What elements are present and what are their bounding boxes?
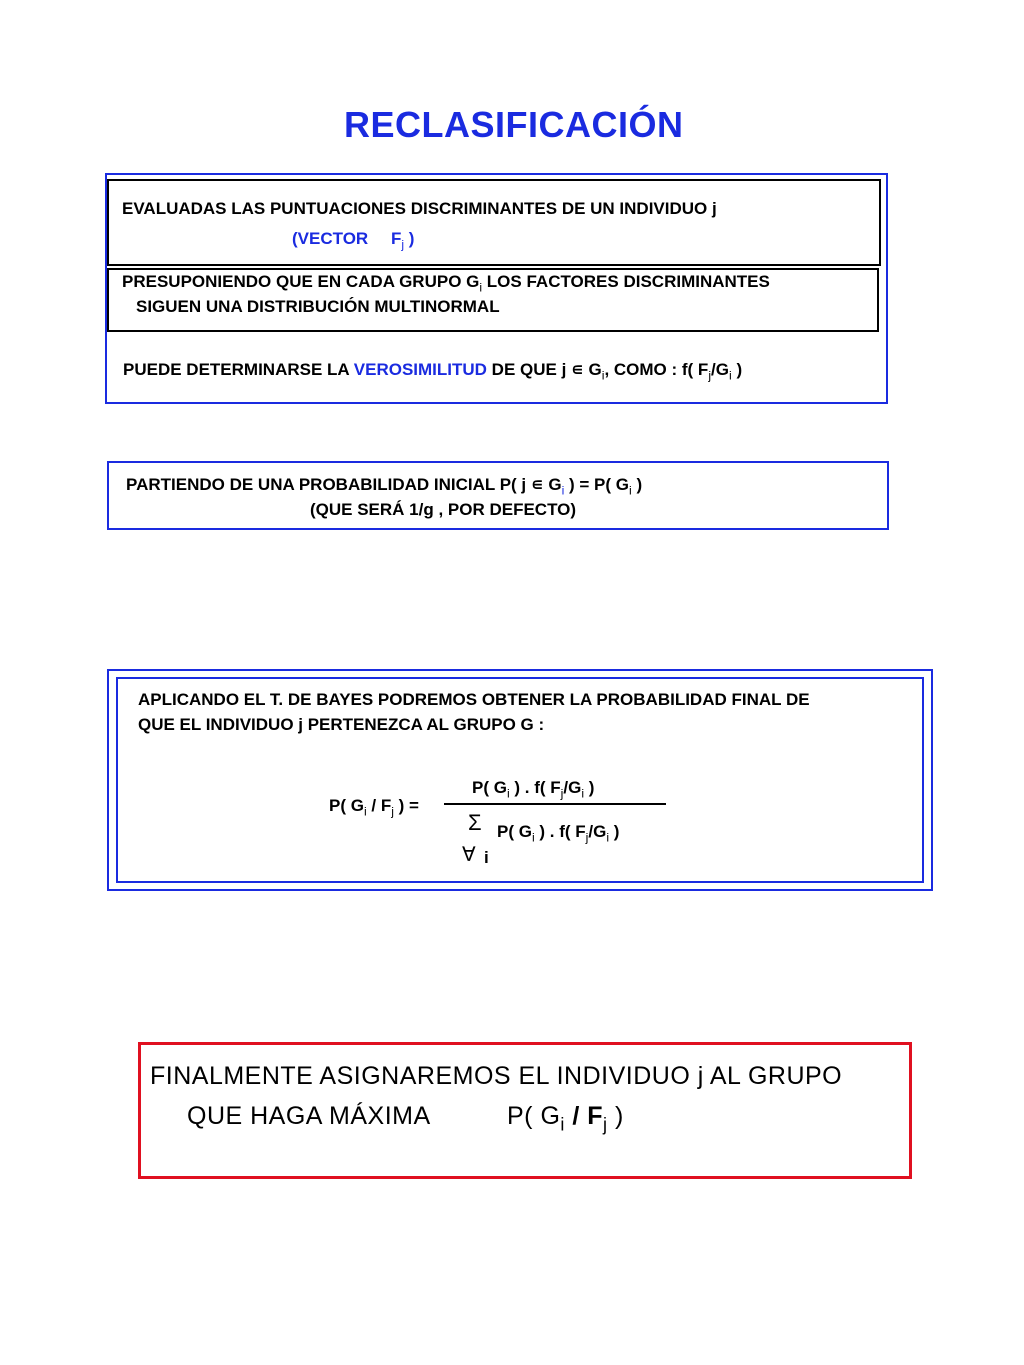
den-d: ) xyxy=(609,822,620,841)
expr-sub-1: i xyxy=(560,1114,565,1135)
prior-text-a: PARTIENDO DE UNA PROBABILIDAD INICIAL P( j ∊ G xyxy=(126,475,562,494)
prior-line-2: (QUE SERÁ 1/g , POR DEFECTO) xyxy=(310,500,577,519)
forall-index: i xyxy=(484,848,489,867)
likelihood-text-a: PUEDE DETERMINARSE LA xyxy=(123,360,354,379)
vector-line xyxy=(292,229,414,251)
lhs-a: P( G xyxy=(329,796,364,815)
assumption-sub: i xyxy=(479,280,483,295)
likelihood-text-b: DE QUE j ∊ G xyxy=(486,360,602,379)
bayes-numerator xyxy=(472,778,594,800)
evaluation-inner-box xyxy=(107,179,881,266)
expr-a: P( G xyxy=(507,1102,561,1130)
conclusion-line-2: QUE HAGA MÁXIMA xyxy=(187,1102,431,1130)
assumption-line-2: SIGUEN UNA DISTRIBUCIÓN MULTINORMAL xyxy=(136,297,500,316)
conclusion-line-1: FINALMENTE ASIGNAREMOS EL INDIVIDUO j AL GRUPO xyxy=(150,1062,843,1090)
likelihood-sub-1: i xyxy=(601,368,605,383)
likelihood-sub-2: j xyxy=(708,368,712,383)
lhs-c: ) = xyxy=(393,796,419,815)
num-sub-2: j xyxy=(560,786,564,801)
num-sub-1: i xyxy=(506,786,510,801)
likelihood-text-c: , COMO : f( F xyxy=(604,360,709,379)
bayes-lhs xyxy=(329,796,419,818)
num-c: /G xyxy=(563,778,582,797)
fraction-bar xyxy=(444,803,666,805)
lhs-sub-1: i xyxy=(363,804,367,819)
page-title: RECLASIFICACIÓN xyxy=(344,104,684,145)
expr-c: ) xyxy=(607,1102,624,1130)
num-sub-3: i xyxy=(581,786,585,801)
forall-symbol: ∀ xyxy=(462,844,476,866)
lhs-b: / F xyxy=(366,796,392,815)
num-b: ) . f( F xyxy=(509,778,561,797)
lhs-sub-2: j xyxy=(391,804,394,819)
num-d: ) xyxy=(584,778,595,797)
expr-b: / F xyxy=(564,1102,604,1130)
likelihood-text-d: /G xyxy=(711,360,729,379)
sigma-symbol: Σ xyxy=(468,810,482,835)
bayes-line-1: APLICANDO EL T. DE BAYES PODREMOS OBTENER LA PROBABILIDAD FINAL DE xyxy=(138,690,810,709)
expr-sub-2: j xyxy=(603,1114,608,1135)
prior-text-b: ) = P( G xyxy=(564,475,629,494)
vector-open: (VECTOR xyxy=(292,229,369,248)
conclusion-expression xyxy=(507,1102,624,1135)
den-sub-2: j xyxy=(585,830,589,845)
likelihood-line xyxy=(123,360,742,382)
evaluation-line: EVALUADAS LAS PUNTUACIONES DISCRIMINANTES DE UN INDIVIDUO j xyxy=(122,199,717,218)
vector-sub: j xyxy=(401,237,405,252)
assumption-text-a: PRESUPONIENDO QUE EN CADA GRUPO G xyxy=(122,272,480,291)
den-a: P( G xyxy=(497,822,532,841)
num-a: P( G xyxy=(472,778,507,797)
bayes-line-2: QUE EL INDIVIDUO j PERTENEZCA AL GRUPO G : xyxy=(138,715,545,734)
prior-line-1 xyxy=(126,475,642,497)
likelihood-sub-3: i xyxy=(729,368,732,383)
assumption-line-1 xyxy=(122,272,770,294)
prior-text-c: ) xyxy=(631,475,643,494)
prior-sub-2: i xyxy=(629,483,632,498)
likelihood-highlight: VEROSIMILITUD xyxy=(353,360,487,379)
assumption-text-b: LOS FACTORES DISCRIMINANTES xyxy=(482,272,770,291)
likelihood-text-e: ) xyxy=(731,360,743,379)
den-c: /G xyxy=(588,822,607,841)
prior-sub-1: i xyxy=(561,483,565,498)
vector-close: ) xyxy=(408,229,415,248)
vector-f: F xyxy=(390,229,402,248)
den-sub-3: i xyxy=(606,830,610,845)
den-sub-1: i xyxy=(531,830,535,845)
bayes-denominator xyxy=(497,822,619,844)
den-b: ) . f( F xyxy=(534,822,586,841)
